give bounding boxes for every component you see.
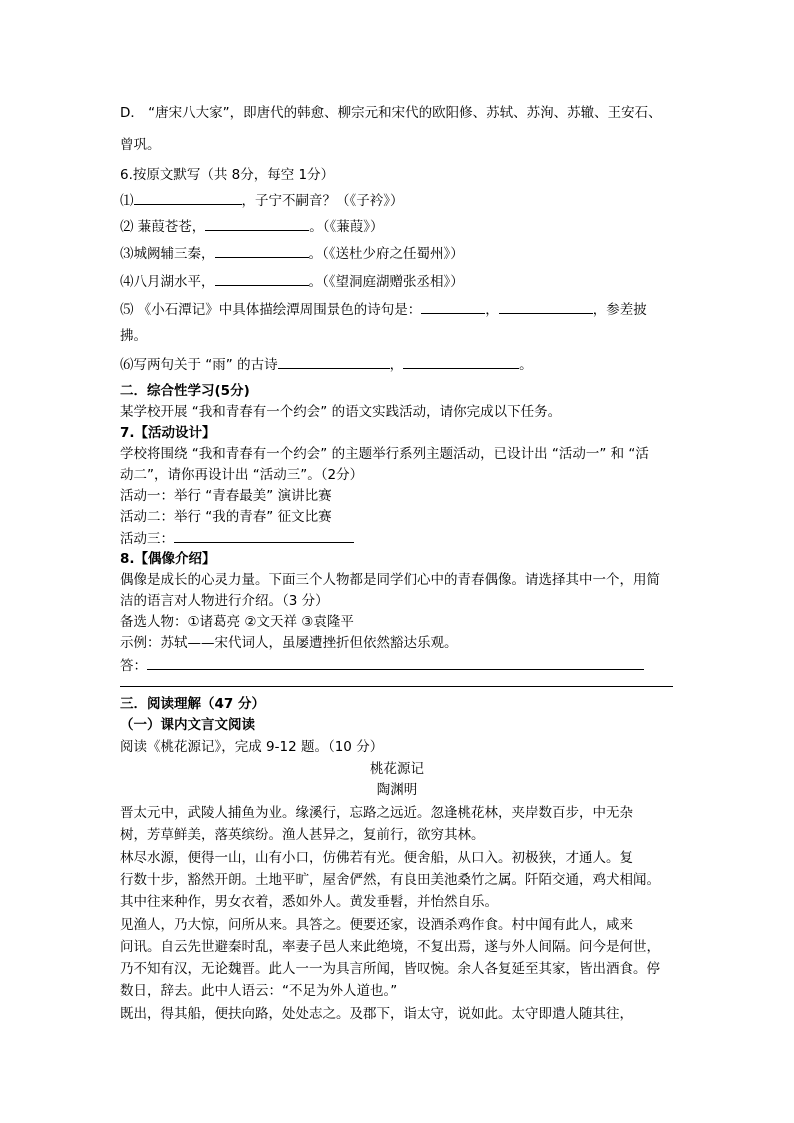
q6-item-6-text-c: 。 bbox=[519, 357, 533, 373]
q7-text-line2: 动二”，请你再设计出 “活动三”。（2分） bbox=[120, 467, 364, 483]
blank-5a[interactable] bbox=[421, 299, 485, 314]
q6-item-1-num: ⑴ bbox=[120, 193, 134, 209]
q8-text-line2: 洁的语言对人物进行介绍。（3 分） bbox=[120, 593, 329, 609]
activity-1: 活动一：举行 “青春最美” 演讲比赛 bbox=[120, 488, 332, 504]
blank-6a[interactable] bbox=[278, 354, 390, 369]
q6-title: 6.按原文默写（共 8分，每空 1分） bbox=[120, 167, 335, 183]
q6-item-5-text-b: ， bbox=[485, 302, 499, 318]
q6-item-6 bbox=[120, 354, 533, 375]
activity-2: 活动二：举行 “我的青春” 征文比赛 bbox=[120, 509, 332, 525]
q6-item-3-text-b: 。（《送杜少府之任蜀州》） bbox=[308, 246, 464, 262]
q6-item-1-text: ，子宁不嗣音？（《子衿》） bbox=[241, 193, 404, 209]
passage-p3-line4: 数日，辞去。此中人语云：“不足为外人道也。” bbox=[120, 983, 398, 999]
q8-example: 示例：苏轼——宋代词人，虽屡遭挫折但依然豁达乐观。 bbox=[120, 635, 458, 651]
activity-3-blank[interactable] bbox=[174, 528, 354, 543]
passage-p3-line1: 见渔人，乃大惊，问所从来。具答之。便要还家，设酒杀鸡作食。村中闻有此人，咸来 bbox=[120, 917, 633, 933]
passage-author: 陶渊明 bbox=[376, 782, 418, 798]
q8-candidates: 备选人物：①诸葛亮 ②文天祥 ③袁隆平 bbox=[120, 614, 354, 630]
q6-item-2-text-b: 。（《蒹葭》） bbox=[309, 219, 384, 235]
q6-item-3 bbox=[120, 243, 464, 264]
q8-answer-blank[interactable] bbox=[147, 655, 644, 670]
q6-item-5-text-c: ，参差披 bbox=[592, 302, 647, 318]
q6-item-3-text-a: ⑶城阙辅三秦， bbox=[120, 246, 215, 262]
passage-p1-line2: 树，芳草鲜美，落英缤纷。渔人甚异之，复前行，欲穷其林。 bbox=[120, 827, 485, 843]
section3-title: 三．阅读理解（47 分） bbox=[120, 696, 265, 712]
passage-p2-line3: 其中往来种作，男女衣着，悉如外人。黄发垂髫，并怡然自乐。 bbox=[120, 894, 498, 910]
passage-p4-line1: 既出，得其船，便扶向路，处处志之。及郡下，诣太守，说如此。太守即遣人随其往， bbox=[120, 1006, 633, 1022]
blank-5b[interactable] bbox=[499, 299, 593, 314]
q6-item-2 bbox=[120, 216, 384, 237]
q8-answer bbox=[120, 655, 644, 676]
q6-item-6-text-b: ， bbox=[389, 357, 404, 373]
q7-title: 7.【活动设计】 bbox=[120, 425, 216, 441]
passage-p2-line1: 林尽水源，便得一山，山有小口，仿佛若有光。便舍船，从口入。初极狭，才通人。复 bbox=[120, 850, 633, 866]
blank-4[interactable] bbox=[215, 271, 309, 286]
q6-item-6-text-a: ⑹写两句关于 “雨” 的古诗 bbox=[120, 357, 278, 373]
q6-item-5-cont: 拂。 bbox=[120, 328, 147, 344]
passage-p2-line2: 行数十步，豁然开朗。土地平旷，屋舍俨然，有良田美池桑竹之属。阡陌交通，鸡犬相闻。 bbox=[120, 872, 660, 888]
passage-p3-line2: 问讯。自云先世避秦时乱，率妻子邑人来此绝境，不复出焉，遂与外人间隔。问今是何世， bbox=[120, 939, 660, 955]
activity-3 bbox=[120, 528, 354, 549]
q6-item-4-text-a: ⑷八月湖水平， bbox=[120, 274, 215, 290]
q6-item-5-text-a: ⑸ 《小石潭记》中具体描绘潭周围景色的诗句是： bbox=[120, 302, 422, 318]
q8-answer-line2[interactable] bbox=[120, 686, 673, 687]
q6-item-5 bbox=[120, 299, 647, 320]
q7-text-line1: 学校将围绕 “我和青春有一个约会” 的主题举行系列主题活动，已设计出 “活动一” 和 “活 bbox=[120, 446, 649, 462]
passage-title: 桃花源记 bbox=[370, 761, 424, 777]
section2-title: 二．综合性学习(5分) bbox=[120, 383, 250, 399]
q6-item-4-text-b: 。（《望洞庭湖赠张丞相》） bbox=[308, 274, 464, 290]
reading-instruction: 阅读《桃花源记》，完成 9-12 题。（10 分） bbox=[120, 739, 384, 755]
blank-2[interactable] bbox=[205, 216, 309, 231]
q8-text-line1: 偶像是成长的心灵力量。下面三个人物都是同学们心中的青春偶像。请选择其中一个，用简 bbox=[120, 572, 660, 588]
option-d-line1: D． “唐宋八大家”，即唐代的韩愈、柳宗元和宋代的欧阳修、苏轼、苏洵、苏辙、王安石、 bbox=[120, 105, 662, 121]
activity-3-label: 活动三： bbox=[120, 531, 174, 547]
blank-1[interactable] bbox=[134, 190, 242, 205]
q8-answer-label: 答： bbox=[120, 658, 147, 674]
section2-intro: 某学校开展 “我和青春有一个约会” 的语文实践活动，请你完成以下任务。 bbox=[120, 404, 562, 420]
q6-item-2-text-a: ⑵ 蒹葭苍苍， bbox=[120, 219, 206, 235]
passage-p3-line3: 乃不知有汉，无论魏晋。此人一一为具言所闻，皆叹惋。余人各复延至其家，皆出酒食。停 bbox=[120, 961, 660, 977]
blank-3[interactable] bbox=[215, 243, 309, 258]
q6-item-1 bbox=[120, 190, 404, 211]
q6-item-4 bbox=[120, 271, 464, 292]
section3-sub1: （一）课内文言文阅读 bbox=[120, 717, 255, 733]
option-d-line2: 曾巩。 bbox=[120, 137, 161, 153]
blank-6b[interactable] bbox=[403, 354, 519, 369]
q8-title: 8.【偶像介绍】 bbox=[120, 551, 216, 567]
passage-p1-line1: 晋太元中，武陵人捕鱼为业。缘溪行，忘路之远近。忽逢桃花林，夹岸数百步，中无杂 bbox=[120, 805, 633, 821]
